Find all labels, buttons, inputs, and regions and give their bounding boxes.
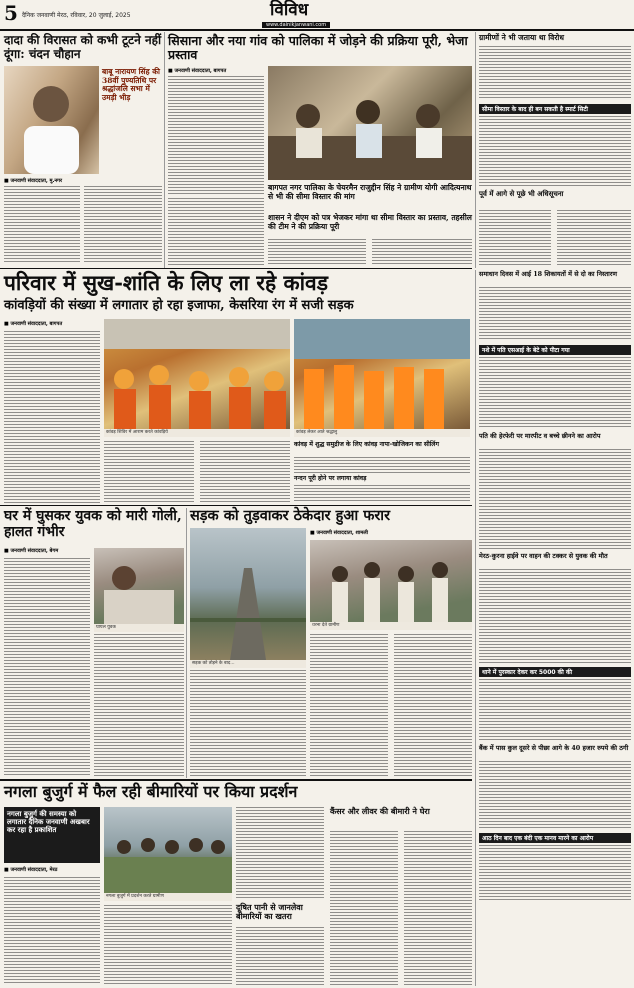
- photo-caption: घायल युवक: [94, 624, 184, 632]
- subheading: आठ दिन बाद एक बंदी एक मानव मारने का आरोप: [479, 833, 631, 843]
- photo-caption: सड़क को तोड़ने के बाद...: [190, 660, 306, 668]
- right-mid-column: [479, 271, 631, 901]
- article-text: [310, 634, 388, 776]
- box-heading: कांवड़ में शुद्ध समुद्रीज के लिए कांवड़ नापा-खोजिकन का सीलिंग: [294, 441, 439, 448]
- article-text: [479, 46, 631, 100]
- article-text: [330, 831, 398, 985]
- masthead: [0, 0, 634, 30]
- article-text: [104, 441, 194, 503]
- protest-photo: [104, 807, 232, 893]
- person-icon: [94, 548, 184, 624]
- subheading: समाधान दिवस में आई 18 शिकायतों में से दो का निस्तारण: [479, 270, 618, 278]
- injured-photo: [94, 548, 184, 624]
- subheading: पति की हेरफेरी पर मारपीट व बच्चे छीनने का आरोप: [479, 432, 601, 440]
- column-divider: [475, 32, 476, 268]
- photo-caption: नगला बुजुर्ग में प्रदर्शन करते ग्रामीण: [104, 893, 232, 901]
- people-icon: [104, 807, 232, 893]
- article-text: [372, 239, 472, 266]
- subheading: दूषित पानी से जानलेवा बीमारियों का खतरा: [236, 902, 303, 922]
- left-top-story: [4, 34, 162, 264]
- headline: नगला बुजुर्ग में फैल रही बीमारियों पर किया प्रदर्शन: [4, 782, 298, 801]
- article-text: [479, 116, 631, 186]
- protest-photo: [310, 540, 472, 622]
- shooting-story: [4, 508, 184, 776]
- article-text: [168, 198, 264, 266]
- photo-caption: कांवड़ शिविर में आराम करते कांवड़िये: [104, 429, 290, 437]
- article-text: [479, 357, 631, 429]
- subheading: बैंक में पास कुल दूसरे से पीछा आगे के 40 हजार रुपये की ठगी: [479, 744, 629, 752]
- article-text: [190, 670, 306, 776]
- headline: सड़क को तुड़वाकर ठेकेदार हुआ फरार: [190, 507, 390, 524]
- road-story: [190, 508, 472, 776]
- byline: ■ जनवाणी संवाददाता, मेरठ: [4, 867, 58, 873]
- section-rule: [0, 779, 472, 781]
- article-text: [294, 457, 470, 473]
- article-text: [168, 76, 264, 194]
- subhead-2: शासन ने दीएम को पत्र भेजकर मांगा था सीमा विस्तार का प्रस्ताव, तहसील की टीम ने की प्रक्रिया पूरी: [268, 213, 472, 231]
- subheading: सीमा विस्तार के बाद ही बन सकती है स्मार्ट सिटी: [479, 104, 631, 114]
- article-text: [479, 449, 631, 549]
- subheading: मेरठ-कुरना हाईवे पर वाहन की टक्कर से युवक की मौत: [479, 552, 608, 560]
- highlight-box: [4, 807, 100, 863]
- byline: ■ जनवाणी संवाददाता, बागपत: [4, 321, 63, 327]
- edition-line: दैनिक जनवाणी मेरठ, रविवार, 20 जुलाई, 2025: [22, 12, 131, 19]
- article-text: [294, 485, 470, 503]
- lead-story: [168, 34, 472, 266]
- subheading: ग्रामीणों ने भी जताया था विरोध: [479, 33, 564, 42]
- crowd-icon: [294, 319, 470, 429]
- column-divider: [164, 32, 165, 268]
- box-text: नगला बुजुर्ग की समस्या को लगातार दैनिक जनवाणी अखबार कर रहा है प्रकाशित: [7, 809, 90, 835]
- article-text: [4, 558, 90, 776]
- section-rule: [0, 268, 472, 269]
- headline: घर में घुसकर युवक को मारी गोली, हालत गंभीर: [4, 508, 182, 541]
- article-text: [200, 441, 290, 503]
- article-text: [479, 845, 631, 901]
- masthead-rule: [0, 29, 634, 31]
- article-text: [479, 569, 631, 663]
- article-text: [236, 927, 324, 985]
- photo-caption: कांवड़ लेकर आते श्रद्धालु: [294, 429, 470, 437]
- subhead: बागपत नगर पालिका के चेयरमैन राजुद्दीन सिंह ने ग्रामीण योगी आदित्यनाथ से भी की सीमा विस्तार की मांग: [268, 183, 472, 201]
- road-photo: [190, 528, 306, 660]
- meeting-photo: [268, 66, 472, 180]
- page-number: 5: [4, 1, 18, 25]
- article-text: [84, 186, 162, 264]
- article-text: [394, 634, 472, 776]
- photo-caption: धरना देते ग्रामीण: [310, 622, 472, 630]
- byline: ■ जनवाणी संवाददाता, बागपत: [168, 68, 227, 74]
- nagla-story: [4, 783, 472, 985]
- article-text: [479, 210, 551, 266]
- subheadline: कांवड़ियों की संख्या में लगातार हो रहा इजाफा, केसरिया रंग में सजी सड़क: [4, 298, 354, 313]
- section-rule: [0, 505, 472, 506]
- article-text: [557, 210, 631, 266]
- article-text: [268, 239, 366, 266]
- people-icon: [310, 540, 472, 622]
- subheading: नशे में पति एसआई के बेटे को पीटा गया: [479, 345, 631, 355]
- article-text: [4, 331, 100, 503]
- headline: सिसाना और नया गांव को पालिका में जोड़ने की प्रक्रिया पूरी, भेजा प्रस्ताव: [168, 33, 468, 63]
- article-text: [236, 807, 324, 899]
- portrait-photo: [4, 66, 99, 174]
- byline: ■ जनवाणी संवाददाता, शामली: [310, 530, 368, 536]
- byline: ■ जनवाणी संवाददाता, बेगम: [4, 548, 59, 554]
- article-text: [404, 831, 472, 985]
- byline: ■ जनवाणी संवाददाता, मु.नगर: [4, 178, 63, 184]
- section-title: विविध: [270, 0, 309, 20]
- column-divider: [186, 508, 187, 778]
- article-text: [4, 186, 80, 264]
- subheading: पूर्व में आगे से पूछे भी अधिसूचना: [479, 189, 564, 198]
- kanwar-story: [4, 271, 470, 503]
- box-heading: नन्दन पूरी होने पर लगाया कांवड़: [294, 475, 367, 482]
- road-icon: [190, 528, 306, 660]
- article-text: [479, 679, 631, 741]
- article-text: [94, 634, 184, 776]
- crowd-icon: [104, 319, 290, 429]
- portrait-icon: [4, 66, 99, 174]
- article-text: [479, 761, 631, 829]
- subheading: कैंसर और लीवर की बीमारी ने घेरा: [330, 806, 430, 816]
- kanwar-camp-photo: [104, 319, 290, 429]
- people-icon: [268, 66, 472, 180]
- article-text: [479, 287, 631, 341]
- portrait-caption: बाबू नारायण सिंह की 38वीं पुण्यतिथि पर श्रद्धांजलि सभा में उमड़ी भीड़: [102, 67, 160, 102]
- headline: परिवार में सुख-शांति के लिए ला रहे कांवड़: [4, 270, 328, 295]
- article-text: [104, 905, 232, 985]
- column-divider: [475, 270, 476, 986]
- website: www.dainikjanwani.com: [262, 22, 330, 28]
- kanwar-procession-photo: [294, 319, 470, 429]
- headline: दादा की विरासत को कभी टूटने नहीं दूंगा: चंदन चौहान: [4, 33, 162, 61]
- right-top-column: [479, 34, 631, 266]
- subheading: थाने में पुरस्कार देकर कर 5000 की की: [479, 667, 631, 677]
- article-text: [4, 877, 100, 985]
